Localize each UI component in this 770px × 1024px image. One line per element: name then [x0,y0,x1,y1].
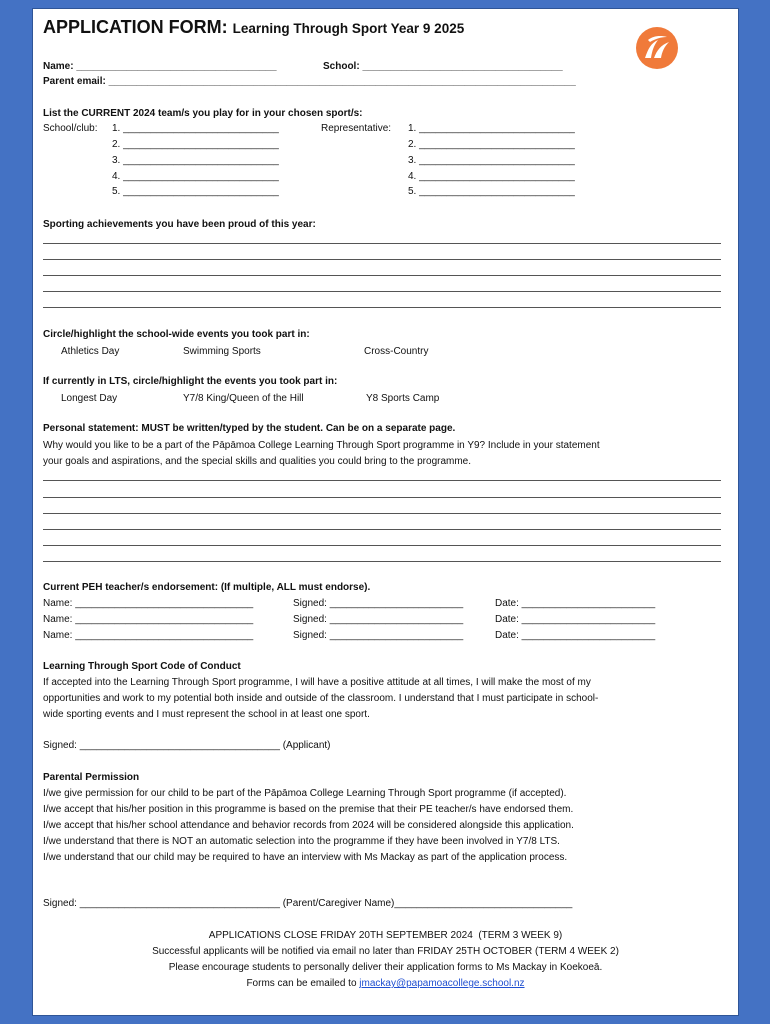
school-team-line[interactable]: 5. ____________________________ [112,186,279,197]
conduct-text: opportunities and work to my potential both inside and outside of the classroom. I understand that I must participate in school- [43,693,599,704]
school-team-line[interactable]: 1. ____________________________ [112,123,279,134]
conduct-text: If accepted into the Learning Through Sport programme, I will have a positive attitude at all times, I will make the most of my [43,677,591,688]
endorsement-signed[interactable]: Signed: ________________________ [293,630,464,641]
statement-heading: Personal statement: MUST be written/typed by the student. Can be on a separate page. [43,423,456,434]
event-swimming-sports[interactable]: Swimming Sports [183,346,261,357]
teams-heading: List the CURRENT 2024 team/s you play for in your chosen sport/s: [43,108,363,119]
statement-line[interactable] [43,480,721,481]
parental-text: I/we accept that his/her position in this programme is based on the premise that their PE teacher/s have endorsed them. [43,804,574,815]
rep-team-line[interactable]: 5. ____________________________ [408,186,575,197]
lts-event-sports-camp[interactable]: Y8 Sports Camp [366,393,440,404]
endorsement-name[interactable]: Name: ________________________________ [43,630,254,641]
statement-line[interactable] [43,497,721,498]
endorsement-name[interactable]: Name: ________________________________ [43,598,254,609]
statement-line[interactable] [43,529,721,530]
email-link[interactable]: jmackay@papamoacollege.school.nz [359,978,525,989]
statement-instructions: Why would you like to be a part of the Pāpāmoa College Learning Through Sport programme in Y9? Include in your statement [43,440,600,451]
conduct-heading: Learning Through Sport Code of Conduct [43,661,241,672]
statement-line[interactable] [43,561,721,562]
achievements-line[interactable] [43,259,721,260]
event-athletics-day[interactable]: Athletics Day [61,346,120,357]
rep-team-line[interactable]: 4. ____________________________ [408,171,575,182]
parental-text: I/we give permission for our child to be part of the Pāpāmoa College Learning Through Sport programme (if accepted). [43,788,567,799]
parent-email-field[interactable]: Parent email: ____________________________________________________________________________________ [43,76,576,87]
event-cross-country[interactable]: Cross-Country [364,346,429,357]
achievements-line[interactable] [43,291,721,292]
rep-team-line[interactable]: 2. ____________________________ [408,139,575,150]
statement-line[interactable] [43,513,721,514]
parental-text: I/we understand that our child may be required to have an interview with Ms Mackay as part of the application process. [43,852,568,863]
achievements-heading: Sporting achievements you have been proud of this year: [43,219,316,230]
school-logo-icon [636,27,678,69]
endorsement-heading: Current PEH teacher/s endorsement: (If multiple, ALL must endorse). [43,582,371,593]
lts-event-king-queen[interactable]: Y7/8 King/Queen of the Hill [183,393,304,404]
lts-event-longest-day[interactable]: Longest Day [61,393,118,404]
achievements-line[interactable] [43,243,721,244]
application-form-page [32,8,739,1016]
conduct-text: wide sporting events and I must represent the school in at least one sport. [43,709,370,720]
endorsement-signed[interactable]: Signed: ________________________ [293,614,464,625]
parent-signature-field[interactable]: Signed: ____________________________________ (Parent/Caregiver Name)________________________________ [43,898,573,909]
title-main: APPLICATION FORM: [43,17,233,37]
school-field[interactable]: School: ____________________________________ [323,61,563,72]
notification-note: Successful applicants will be notified via email no later than FRIDAY 25TH OCTOBER (TERM 4 WEEK 2) [152,946,619,957]
endorsement-date[interactable]: Date: ________________________ [495,630,656,641]
endorsement-signed[interactable]: Signed: ________________________ [293,598,464,609]
page-title [43,17,464,38]
closing-date: APPLICATIONS CLOSE FRIDAY 20TH SEPTEMBER 2024 (TERM 3 WEEK 9) [208,930,563,941]
rep-team-line[interactable]: 3. ____________________________ [408,155,575,166]
name-field[interactable]: Name: ____________________________________ [43,61,277,72]
statement-line[interactable] [43,545,721,546]
rep-team-line[interactable]: 1. ____________________________ [408,123,575,134]
lts-heading: If currently in LTS, circle/highlight the events you took part in: [43,376,338,387]
achievements-line[interactable] [43,275,721,276]
school-team-line[interactable]: 3. ____________________________ [112,155,279,166]
events-heading: Circle/highlight the school-wide events you took part in: [43,329,310,340]
delivery-note: Please encourage students to personally deliver their application forms to Ms Mackay in Koekoeā. [168,962,603,973]
statement-instructions: your goals and aspirations, and the special skills and qualities you could bring to the programme. [43,456,472,467]
parental-heading: Parental Permission [43,772,140,783]
email-note [33,977,738,990]
representative-label: Representative: [321,123,392,134]
endorsement-date[interactable]: Date: ________________________ [495,614,656,625]
school-team-line[interactable]: 4. ____________________________ [112,171,279,182]
achievements-line[interactable] [43,307,721,308]
title-sub: Learning Through Sport Year 9 2025 [232,21,465,36]
parental-text: I/we accept that his/her school attendance and behavior records from 2024 will be considered alongside this application. [43,820,574,831]
applicant-signature-field[interactable]: Signed: ____________________________________ (Applicant) [43,740,331,751]
endorsement-date[interactable]: Date: ________________________ [495,598,656,609]
school-club-label: School/club: [43,123,98,134]
endorsement-name[interactable]: Name: ________________________________ [43,614,254,625]
parental-text: I/we understand that there is NOT an automatic selection into the programme if they have been involved in Y7/8 LTS. [43,836,560,847]
school-team-line[interactable]: 2. ____________________________ [112,139,279,150]
email-note-prefix: Forms can be emailed to [246,978,360,989]
